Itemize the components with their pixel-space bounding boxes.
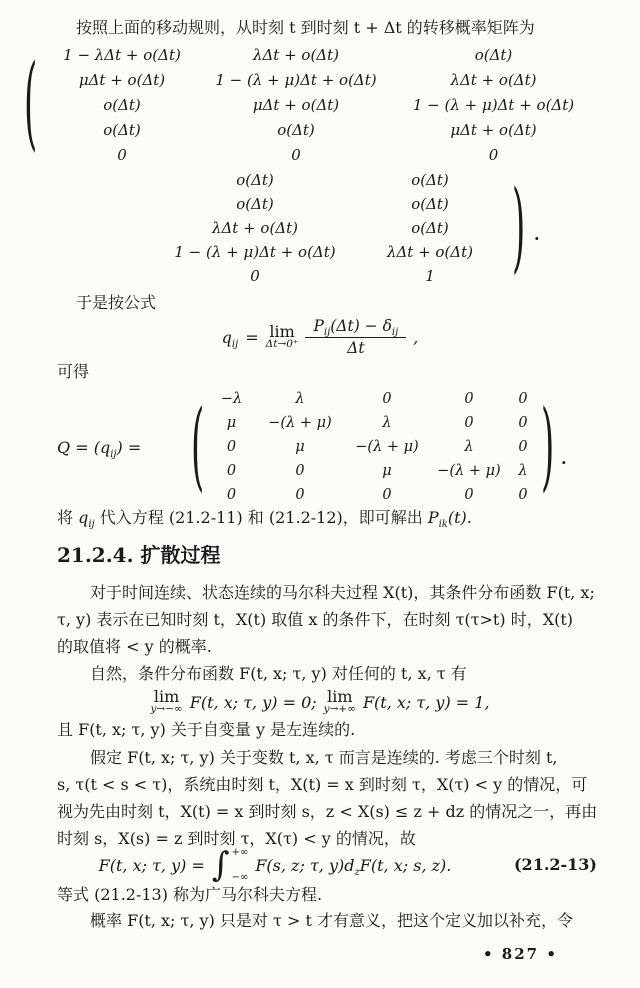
matrix-cell: 0 <box>295 487 305 503</box>
matrix-cell: 0 <box>382 487 392 503</box>
integral <box>211 844 249 885</box>
integral-lower: −∞ <box>231 872 249 883</box>
q-subscript: ij <box>88 519 95 531</box>
matrix-cell: λ <box>295 391 305 407</box>
transition-matrix-part1 <box>38 42 601 167</box>
paragraph-line: 时刻 s，X(s) = z 到时刻 τ，X(τ) < y 的情况，故 <box>57 829 416 848</box>
matrix-cell: μΔt + o(Δt) <box>252 95 340 114</box>
paragraph-line: 视为先由时刻 t，X(t) = x 到时刻 s，z < X(s) ≤ z + dz 的情况之一，再由 <box>57 802 598 821</box>
subst-line <box>57 507 472 529</box>
section-heading: 21.2.4. 扩散过程 <box>57 543 221 567</box>
matrix-cell: 0 <box>226 487 237 503</box>
q-symbol: q <box>78 508 89 527</box>
matrix-cell: λΔt + o(Δt) <box>211 219 299 237</box>
limit-operator <box>150 686 183 716</box>
limit-body: F(t, x; τ, y) = 1, <box>362 692 490 712</box>
subst-pre: 将 <box>57 508 79 527</box>
fraction-numerator <box>305 317 406 338</box>
matrix-cell: o(Δt) <box>103 120 141 139</box>
p-subscript: ik <box>438 519 448 531</box>
d-subscript: z <box>354 866 360 878</box>
q-matrix <box>205 387 540 507</box>
subst-mid: 代入方程 (21.2-11) 和 (21.2-12)，即可解出 <box>94 508 428 527</box>
matrix-cell: λ <box>382 415 392 431</box>
matrix-cell: 0 <box>117 145 127 164</box>
matrix-cell: λ <box>518 463 528 479</box>
matrix-cell: 0 <box>226 463 237 479</box>
matrix-cell: o(Δt) <box>103 95 141 114</box>
matrix-cell: μ <box>382 463 392 479</box>
p-subscript: ij <box>323 327 331 339</box>
q-matrix-right-paren: ) <box>541 390 555 504</box>
q-matrix-label <box>57 437 141 459</box>
matrix-cell: o(Δt) <box>236 195 274 213</box>
matrix-cell: 1 − (λ + μ)Δt + o(Δt) <box>174 243 336 261</box>
q-subscript: ij <box>231 338 239 350</box>
label-post: ) = <box>116 438 142 457</box>
integrand-post: F(t, x; s, z). <box>359 855 452 875</box>
matrix-cell: 1 − (λ + μ)Δt + o(Δt) <box>215 70 377 89</box>
matrix-cell: λΔt + o(Δt) <box>386 243 474 261</box>
equation-lhs: F(t, x; τ, y) = <box>98 855 205 875</box>
integral-upper: +∞ <box>231 847 249 858</box>
matrix-cell: 0 <box>464 415 474 431</box>
matrix-cell: −λ <box>220 391 243 407</box>
matrix-cell: 0 <box>464 487 474 503</box>
limit-operator <box>323 686 356 716</box>
paragraph-line: 假定 F(t, x; τ, y) 关于变数 t, x, τ 而言是连续的. 考虑三个时刻 t, <box>90 748 558 767</box>
matrix-cell: 0 <box>250 267 260 285</box>
matrix-cell: 0 <box>518 415 528 431</box>
matrix-cell: 0 <box>464 391 474 407</box>
matrix-cell: 1 − (λ + μ)Δt + o(Δt) <box>412 95 575 114</box>
matrix-cell: −(λ + μ) <box>268 415 332 431</box>
dengshi-line: 等式 (21.2-13) 称为广马尔科夫方程. <box>57 885 323 904</box>
matrix-cell: 0 <box>488 145 499 164</box>
equation-number: (21.2-13) <box>513 855 597 874</box>
intro-line: 按照上面的移动规则，从时刻 t 到时刻 t + Δt 的转移概率矩阵为 <box>76 18 535 37</box>
subst-post: (t). <box>447 508 472 527</box>
paragraph-line: s, τ(t < s < τ)，系统由时刻 t，X(t) = x 到时刻 τ，X(τ) < y 的情况，可 <box>57 775 588 794</box>
delta-subscript: ij <box>391 327 399 339</box>
matrix-cell: −(λ + μ) <box>437 463 501 479</box>
integrand <box>255 855 452 878</box>
paragraph-line: 的取值将 < y 的概率. <box>57 637 212 656</box>
page-number: • 827 • <box>483 945 558 963</box>
integral-limits <box>232 847 249 883</box>
fraction-denominator: Δt <box>347 339 365 357</box>
ziran-line: 自然，条件分布函数 F(t, x; τ, y) 对任何的 t, x, τ 有 <box>90 664 467 683</box>
matrix-cell: μ <box>226 415 237 431</box>
matrix-cell: o(Δt) <box>411 171 449 189</box>
qie-line: 且 F(t, x; τ, y) 关于自变量 y 是左连续的. <box>57 720 356 739</box>
kede-line: 可得 <box>57 362 90 381</box>
numerator-rest: (Δt) − δ <box>330 317 392 335</box>
limit-body: F(t, x; τ, y) = 0; <box>189 692 317 712</box>
matrix-right-paren: ) <box>512 170 526 286</box>
matrix-period: . <box>534 225 540 244</box>
matrix-cell: 0 <box>382 391 392 407</box>
matrix-cell: 0 <box>226 439 237 455</box>
label-q: q <box>99 438 111 457</box>
paragraph-line: 对于时间连续、状态连续的马尔科夫过程 X(t)，其条件分布函数 F(t, x; <box>90 583 595 602</box>
lim-subscript: y→−∞ <box>150 703 183 716</box>
lim-subscript: Δt→0⁺ <box>265 338 299 351</box>
qij-formula <box>0 316 640 358</box>
lim-word: lim <box>269 321 295 341</box>
limit-operator <box>265 321 299 351</box>
lim-word: lim <box>153 686 180 706</box>
matrix-cell: o(Δt) <box>411 195 449 213</box>
matrix-cell: λ <box>464 439 474 455</box>
matrix-cell: o(Δt) <box>411 219 449 237</box>
matrix-cell: 1 − λΔt + o(Δt) <box>63 45 181 64</box>
matrix-cell: μΔt + o(Δt) <box>450 120 537 139</box>
lim-word: lim <box>327 686 353 706</box>
p-symbol: P <box>313 317 324 335</box>
matrix-cell: 0 <box>295 463 305 479</box>
label-subscript: ij <box>110 449 117 461</box>
p-symbol: P <box>427 508 439 527</box>
limits-equation <box>0 686 640 718</box>
matrix-cell: λΔt + o(Δt) <box>252 45 340 64</box>
matrix-cell: o(Δt) <box>236 171 274 189</box>
gailv-line: 概率 F(t, x; τ, y) 只是对 τ > t 才有意义，把这个定义加以补充，令 <box>90 911 573 930</box>
matrix-cell: 1 <box>425 267 435 285</box>
qij-lhs <box>221 327 239 350</box>
label-pre: Q = ( <box>57 438 100 457</box>
q-matrix-left-paren: ( <box>191 390 205 504</box>
integral-sign: ∫ <box>211 844 230 885</box>
lim-subscript: y→+∞ <box>323 703 356 716</box>
matrix-cell: μΔt + o(Δt) <box>78 70 166 89</box>
equals-sign: = <box>245 327 259 347</box>
transition-matrix-part2 <box>160 168 510 288</box>
comma: , <box>413 327 419 347</box>
integrand-pre: F(s, z; τ, y)d <box>255 855 355 875</box>
matrix-cell: 0 <box>518 391 528 407</box>
yushi-line: 于是按公式 <box>76 293 157 312</box>
q-matrix-period: . <box>561 449 567 468</box>
fraction <box>305 317 406 357</box>
q-symbol: q <box>221 327 232 347</box>
matrix-cell: λΔt + o(Δt) <box>450 70 537 89</box>
paragraph-line: τ, y) 表示在已知时刻 t，X(t) 取值 x 的条件下，在时刻 τ(τ>t) 时，X(t) <box>57 610 573 629</box>
matrix-cell: o(Δt) <box>474 45 513 64</box>
matrix-cell: 0 <box>518 439 528 455</box>
matrix-cell: −(λ + μ) <box>355 439 419 455</box>
matrix-left-paren: ( <box>24 44 38 164</box>
matrix-cell: μ <box>295 439 305 455</box>
matrix-cell: 0 <box>518 487 528 503</box>
matrix-cell: o(Δt) <box>277 120 315 139</box>
matrix-cell: 0 <box>291 145 301 164</box>
